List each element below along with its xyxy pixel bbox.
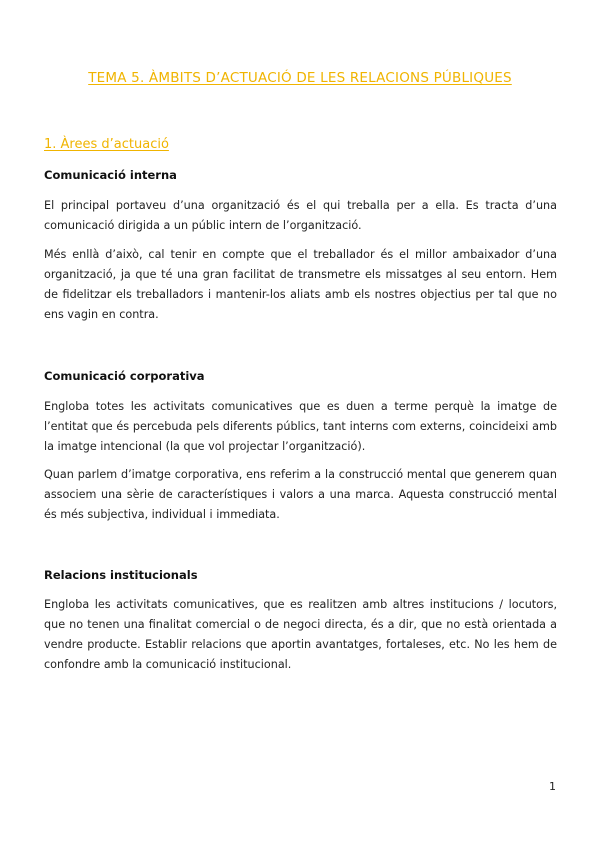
paragraph: Engloba totes les activitats comunicatives que es duen a terme perquè la imatge de l’entitat que és percebuda pels diferents públics, tant interns com externs, coincideixi amb la imatge intencional (la que vol projectar l’organització). (44, 400, 557, 453)
section-title: 1. Àrees d’actuació (44, 137, 169, 152)
heading-comunicacio-interna: Comunicació interna (44, 168, 177, 182)
heading-relacions-institucionals: Relacions institucionals (44, 568, 198, 582)
heading-comunicacio-corporativa: Comunicació corporativa (44, 369, 205, 383)
paragraph: Més enllà d’això, cal tenir en compte que el treballador és el millor ambaixador d’una organització, ja que té una gran facilitat de transmetre els missatges al seu entorn. Hem de fidelitzar els treballadors i mantenir-los aliats amb els nostres objectius per tal que no ens vagin en contra. (44, 248, 557, 321)
paragraph: El principal portaveu d’una organització és el qui treballa per a ella. Es tracta d’una comunicació dirigida a un públic intern de l’organització. (44, 199, 557, 232)
page-number: 1 (549, 780, 556, 793)
paragraph: Quan parlem d’imatge corporativa, ens referim a la construcció mental que generem quan associem una sèrie de característiques i valors a una marca. Aquesta construcció mental és més subjectiva, individual i immediata. (44, 468, 557, 521)
page-title: TEMA 5. ÀMBITS D’ACTUACIÓ DE LES RELACIONS PÚBLIQUES (88, 70, 512, 86)
paragraph: Engloba les activitats comunicatives, que es realitzen amb altres institucions / locutors, que no tenen una finalitat comercial o de negoci directa, és a dir, que no està orientada a vendre producte. Establir relacions que aportin avantatges, fortaleses, etc. No les hem de confondre amb la comunicació institucional. (44, 598, 557, 671)
